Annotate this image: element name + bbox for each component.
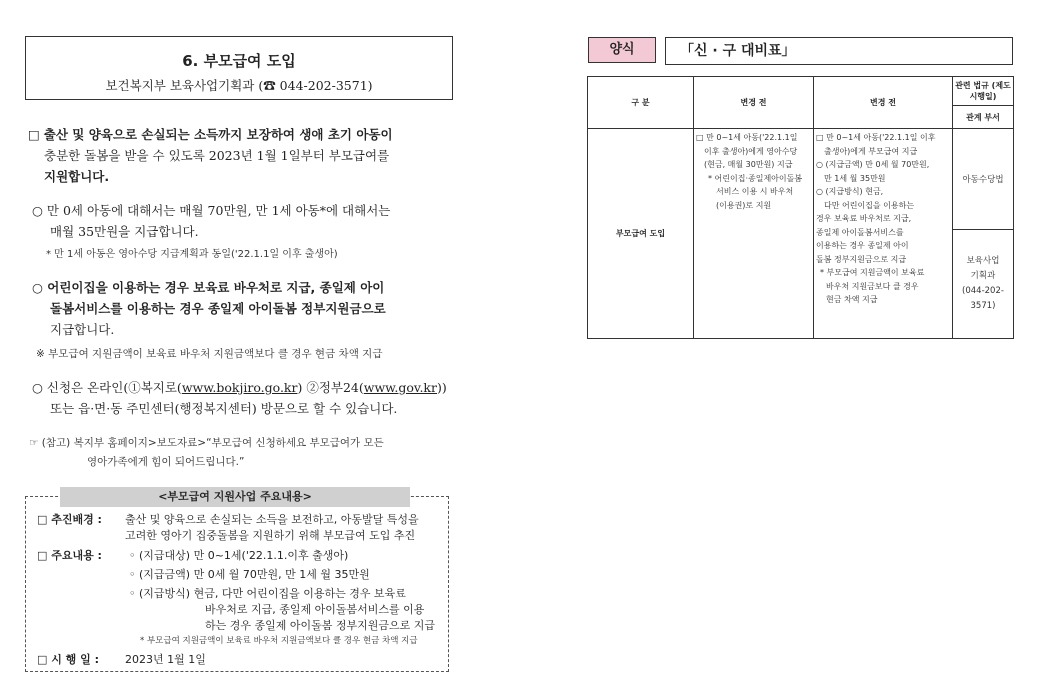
item-3-pre: 신청은 온라인(①복지로(: [46, 380, 182, 395]
before-cell: [694, 129, 814, 339]
dept-line: 보육사업: [966, 256, 1000, 266]
header-after: 변경 전: [814, 77, 953, 129]
header-law: 관련 법규 (제도시행일): [953, 77, 1014, 106]
after-line: 만 1세 월 35만원: [824, 173, 886, 183]
after-cell: [814, 129, 953, 339]
intro-paragraph: [28, 124, 458, 187]
note-2: ※ 부모급여 지원금액이 보육료 바우처 지원금액보다 클 경우 현금 차액 지급: [36, 348, 383, 360]
background-text: [125, 512, 445, 544]
item-1-text-1: 만 0세 아동에 대해서는 매월 70만원, 만 1세 아동*에 대해서는: [46, 203, 391, 218]
before-line: (현금, 매월 30만원) 지급: [704, 160, 793, 169]
item-2: [32, 277, 462, 340]
before-line: 서비스 이용 시 바우처: [716, 187, 794, 196]
table-header-row: [588, 77, 1014, 106]
circle-bullet-icon: ○: [32, 203, 43, 218]
table-row: [588, 129, 1014, 230]
after-line: □ 만 0~1세 아동('22.1.1일 이후: [816, 133, 936, 142]
content-item-target: ◦ (지급대상) 만 0~1세('22.1.1.이후 출생아): [129, 549, 349, 562]
after-line: 종일제 아이돌봄서비스를: [816, 227, 904, 237]
before-line: 이후 출생아)에게 영아수당: [704, 146, 798, 156]
after-line: 바우처 지원금보다 클 경우: [826, 281, 919, 291]
reference-note: [29, 434, 384, 472]
item-3-line-1: [32, 377, 462, 398]
after-line: 현금 차액 지급: [826, 295, 878, 304]
section-title-box: [25, 36, 453, 100]
before-line: * 어린이집·종일제아이돌봄: [708, 173, 803, 183]
background-label: □ 추진배경 :: [37, 513, 102, 526]
content-note: * 부모급여 지원금액이 보육료 바우처 지원금액보다 클 경우 현금 차액 지급: [140, 636, 418, 646]
content-items: [129, 548, 447, 634]
after-line: 다만 어린이집을 이용하는: [824, 200, 915, 210]
background-line-1: 출산 및 양육으로 손실되는 소득을 보전하고, 아동발달 특성을: [125, 513, 419, 526]
department-contact: 보건복지부 보육사업기획과 (☎ 044-202-3571): [105, 78, 373, 93]
bokjiro-link[interactable]: www.bokjiro.go.kr: [181, 380, 298, 395]
header-before: 변경 전: [694, 77, 814, 129]
dept-cell: [953, 230, 1014, 339]
item-2-line-1: [32, 277, 462, 298]
after-line: 출생아)에게 부모급여 지급: [824, 146, 918, 156]
after-line: 이용하는 경우 종일제 아이: [816, 241, 909, 250]
content-item-method-1: ◦ (지급방식) 현금, 다만 어린이집을 이용하는 경우 보육료: [129, 587, 406, 600]
item-1-note: * 만 1세 아동은 영아수당 지급계획과 동일('22.1.1일 이후 출생아): [46, 249, 338, 260]
dept-line: 3571): [970, 301, 996, 311]
row-label: 부모급여 도입: [588, 129, 694, 339]
after-line: 돌봄 정부지원금으로 지급: [816, 254, 907, 264]
date-value: 2023년 1월 1일: [125, 653, 206, 666]
after-line: 경우 보육료 바우처로 지급,: [816, 214, 912, 223]
circle-bullet-icon: ○: [32, 380, 43, 395]
date-label: □ 시 행 일 :: [37, 653, 99, 666]
item-2-line-3: 지급합니다.: [50, 322, 115, 337]
square-bullet-icon: □: [28, 127, 40, 142]
content-item-method-2: 바우처로 지급, 종일제 아이돌봄서비스를 이용: [205, 603, 425, 616]
summary-heading: <부모급여 지원사업 주요내용>: [60, 487, 410, 507]
item-3-line-2: 또는 읍·면·동 주민센터(행정복지센터) 방문으로 할 수 있습니다.: [50, 401, 398, 416]
background-line-2: 고려한 영아기 집중돌봄을 지원하기 위해 부모급여 도입 추진: [125, 529, 416, 542]
circle-bullet-icon: ○: [32, 280, 43, 295]
content-label: □ 주요내용 :: [37, 549, 102, 562]
before-line: (이용권)로 지원: [716, 200, 772, 210]
after-line: * 부모급여 지원금액이 보육료: [820, 268, 925, 277]
after-line: ○ (지급금액) 만 0세 월 70만원,: [816, 160, 930, 169]
reference-line-1: ☞ (참고) 복지부 홈페이지>보도자료>“부모급여 신청하세요 부모급여가 모든: [29, 437, 384, 449]
before-text: [696, 131, 811, 212]
intro-line-2: 충분한 돌봄을 받을 수 있도록 2023년 1월 1일부터 부모급여를: [44, 148, 390, 163]
form-tag: 양식: [588, 37, 656, 63]
content-item-amount: ◦ (지급금액) 만 0세 월 70만원, 만 1세 월 35만원: [129, 568, 370, 581]
item-2-line-2: 돌봄서비스를 이용하는 경우 종일제 아이돌봄 정부지원금으로: [50, 301, 386, 316]
comparison-table: [587, 76, 1014, 339]
dept-line: (044-202-: [962, 286, 1004, 296]
reference-line-2: 영아가족에게 힘이 되어드립니다.”: [87, 456, 245, 468]
item-1-line-1: [32, 200, 462, 221]
header-dept: 관계 부서: [953, 106, 1014, 129]
intro-line-1: [28, 124, 458, 145]
before-line: □ 만 0~1세 아동('22.1.1일: [696, 133, 798, 142]
section-title: 6. 부모급여 도입: [182, 52, 296, 70]
item-3-mid: ) ②정부24(: [297, 380, 364, 395]
header-division: 구 분: [588, 77, 694, 129]
intro-line-3: 지원합니다.: [44, 169, 110, 184]
intro-text-1: 출산 및 양육으로 손실되는 소득까지 보장하여 생애 초기 아동이: [43, 127, 393, 142]
after-line: ○ (지급방식) 현금,: [816, 187, 884, 196]
law-cell: 아동수당법: [953, 129, 1014, 230]
content-item-method-3: 하는 경우 종일제 아이돌봄 정부지원금으로 지급: [205, 619, 436, 632]
item-1-line-2: 매월 35만원을 지급합니다.: [50, 224, 199, 239]
item-3-post: )): [436, 380, 447, 395]
after-text: [816, 131, 950, 307]
item-3: [32, 377, 462, 419]
item-2-text-1: 어린이집을 이용하는 경우 보육료 바우처로 지급, 종일제 아이: [47, 280, 385, 295]
gov-link[interactable]: www.gov.kr: [363, 380, 437, 395]
item-1: [32, 200, 462, 265]
dept-line: 기획과: [970, 271, 996, 281]
form-title: 「신 · 구 대비표」: [665, 37, 1013, 65]
